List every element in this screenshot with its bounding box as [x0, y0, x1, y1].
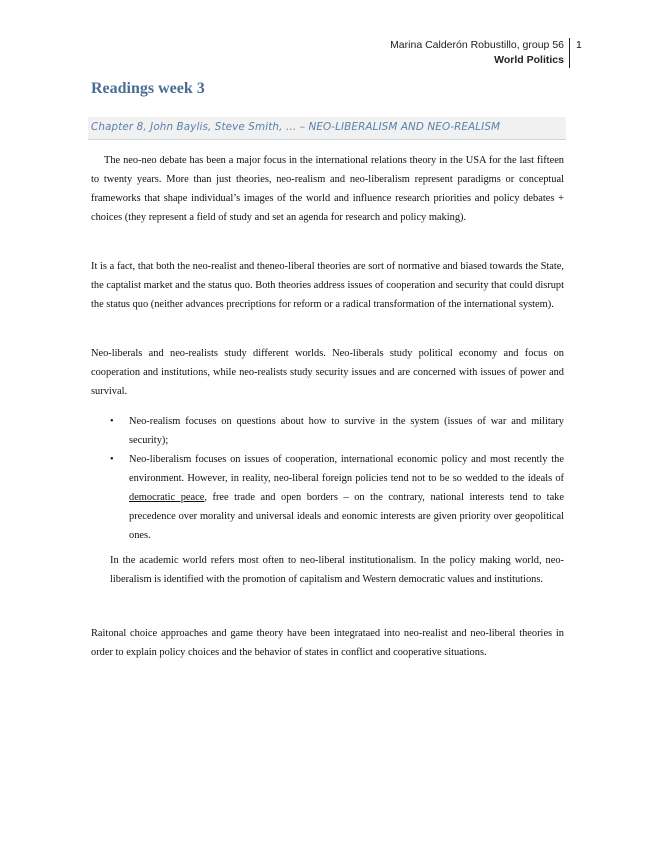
bullet-text-neo-liberalism-start: Neo-liberalism focuses on issues of cooperation, international economic policy and most recently the environment. However, in reality, neo-liberal foreign policies tend not to be so wedded to the ideals of	[129, 454, 564, 484]
bullet-marker: •	[110, 416, 114, 427]
paragraph-neo-neo-debate: The neo-neo debate has been a major focus in the international relations theory in the USA for the last fifteen to twenty years. More than just theories, neo-realism and neo-liberalism represent paradigms or conceptual frameworks that shape individual’s images of the world and influence research priorities and policy debates + choices (they represent a field of study and set an agenda for research and policy making).	[91, 155, 564, 223]
page-title: Readings week 3	[91, 80, 205, 97]
paragraph-normative-bias: It is a fact, that both the neo-realist and theneo-liberal theories are sort of normative and biased towards the State, the captalist market and the status quo. Both theories address issues of cooperation and security that could disrupt the status quo (neither advances precriptions for reform or a radical transformation of the international system).	[91, 261, 564, 310]
bullet-marker: •	[110, 454, 114, 465]
header-course: World Politics	[494, 54, 564, 66]
bullet-text-neo-liberalism-end: , free trade and open borders – on the contrary, national interests tend to take precedence over morality and universal ideals and eonomic interests are given priority over geopolitical ones.	[129, 492, 564, 541]
bullet-list	[91, 412, 564, 545]
running-header	[390, 38, 564, 68]
paragraph-rational-choice: Raitonal choice approaches and game theory have been integrataed into neo-realist and neo-liberal theories in order to explain policy choices and the behavior of states in conflict and cooperative situations.	[91, 628, 564, 658]
header-author: Marina Calderón Robustillo, group 56	[390, 39, 564, 51]
chapter-heading: Chapter 8, John Baylis, Steve Smith, … – NEO-LIBERALISM AND NEO-REALISM	[91, 121, 501, 133]
list-item	[91, 450, 564, 545]
paragraph-different-worlds: Neo-liberals and neo-realists study different worlds. Neo-liberals study political economy and focus on cooperation and institutions, while neo-realists study security issues and are concerned with issues of power and survival.	[91, 348, 564, 397]
paragraph-institutionalism: In the academic world refers most often to neo-liberal institutionalism. In the policy making world, neo-liberalism is identified with the promotion of capitalism and Western democratic values and institutions.	[110, 555, 564, 585]
header-divider	[569, 38, 570, 68]
bullet-text-neo-realism: Neo-realism focuses on questions about how to survive in the system (issues of war and military security);	[129, 416, 564, 446]
democratic-peace-link[interactable]: democratic peace	[129, 492, 205, 503]
list-item	[91, 412, 564, 450]
page-number: 1	[576, 39, 582, 51]
